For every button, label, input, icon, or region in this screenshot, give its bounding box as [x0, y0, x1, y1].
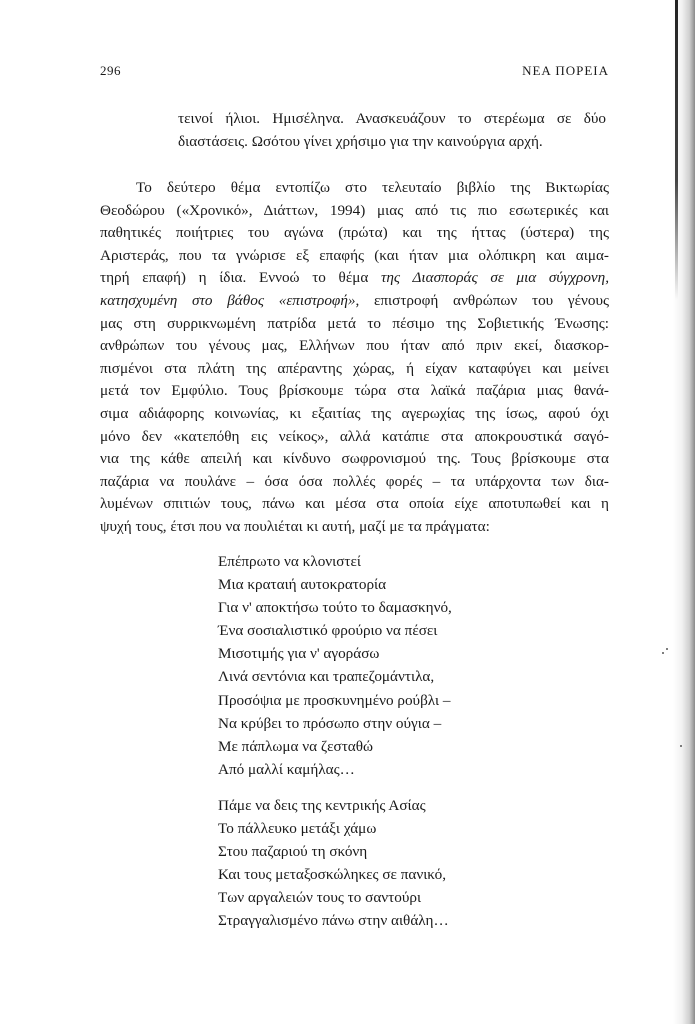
- scan-speck: [680, 745, 682, 747]
- scan-speck: [666, 648, 668, 650]
- poem-verse: Για ν' αποκτήσω τούτο το δαμασκηνό,: [218, 599, 452, 617]
- text-line: μόνο δεν «κατεπόθη εις νείκος», αλλά κατάπιε στα αποκρουστικά σαγό-: [100, 427, 609, 445]
- continuation-text: [178, 108, 606, 153]
- poem-verse: Των αργαλειών τους το σαντούρι: [218, 889, 422, 907]
- text-line: τεινοί ήλιοι. Ημισέληνα. Ανασκευάζουν το στερέωμα σε δύο: [178, 110, 606, 127]
- poem-verse: Από μαλλί καμήλας…: [218, 760, 355, 778]
- poem-verse: Ένα σοσιαλιστικό φρούριο να πέσει: [218, 622, 438, 640]
- poem-verse: Επέπρωτο να κλονιστεί: [218, 553, 361, 570]
- text-line: νια της κάθε απειλή και κίνδυνο σωφρονισμού της. Τους βρίσκουμε στα: [100, 450, 609, 468]
- text-line: Το δεύτερο θέμα εντοπίζω στο τελευταίο βιβλίο της Βικτωρίας: [136, 179, 609, 196]
- text-line: πισμένοι στα πλάτη της απέραντης χώρας, ή είχαν καταφύγει και μείνει: [100, 359, 609, 377]
- poem-verse: Μια κραταιή αυτοκρατορία: [218, 576, 387, 594]
- poem-stanza-1: [218, 550, 452, 781]
- italic-phrase: κατησχυμένη στο βάθος «επιστροφή»: [100, 291, 356, 309]
- text-line: λυμένων σπιτιών τους, πάνω και μέσα στα οποία είχε αποτυπωθεί και η: [100, 495, 609, 513]
- text-line: [100, 267, 609, 290]
- poem-verse: Λινά σεντόνια και τραπεζομάντιλα,: [218, 668, 435, 686]
- poem-verse: Μισοτιμής για ν' αγοράσω: [218, 645, 380, 663]
- poem-stanza-2: [218, 794, 449, 933]
- poem-verse: Το πάλλευκο μετάξι χάμω: [218, 820, 377, 838]
- poem-verse: Στου παζαριού τη σκόνη: [218, 843, 368, 861]
- italic-phrase: της Διασποράς σε μια σύγχρονη,: [380, 269, 609, 287]
- scan-speck: [662, 652, 664, 654]
- poem-verse: Προσόψια με προσκυνημένο ρούβλι –: [218, 691, 451, 709]
- text-line: [100, 290, 609, 313]
- text-line: Αριστεράς, που τα γνώρισε εξ επαφής (και ήταν μια ολόπικρη και αιμα-: [100, 246, 609, 264]
- poem-verse: Στραγγαλισμένο πάνω στην αιθάλη…: [218, 912, 449, 930]
- text-line: ανθρώπων του γένους μας, Ελλήνων που ήταν από πριν εκεί, διασκορ-: [100, 337, 609, 355]
- poem-verse: Πάμε να δεις της κεντρικής Ασίας: [218, 797, 426, 814]
- body-paragraph: [100, 177, 609, 539]
- text-line: ψυχή τους, έτσι που να πουλιέται κι αυτή, μαζί με τα πράγματα:: [100, 517, 490, 535]
- page-number: 296: [100, 63, 121, 78]
- text-line: Θεοδώρου («Χρονικό», Διάττων, 1994) μιας από τις πιο εσωτερικές και: [100, 201, 609, 219]
- text-run: τηρή επαφή) η ίδια. Εννοώ το θέμα: [100, 269, 381, 287]
- text-line: σιμα αδιάφορης κοινωνίας, κι εξαιτίας της αγερωχίας της ίσως, αφού όχι: [100, 404, 609, 422]
- text-run: , επιστροφή ανθρώπων του γένους: [355, 291, 609, 309]
- poem-verse: Με πάπλωμα να ζεσταθώ: [218, 737, 374, 755]
- page-header: [100, 63, 609, 81]
- text-line: παθητικές ποιήτριες του αγώνα (πρώτα) και της ήττας (ύστερα) της: [100, 224, 609, 242]
- binding-edge-line: [675, 0, 678, 300]
- running-title: ΝΕΑ ΠΟΡΕΙΑ: [522, 63, 609, 78]
- text-line: διαστάσεις. Ωσότου γίνει χρήσιμο για την καινούργια αρχή.: [178, 132, 543, 150]
- poem-verse: Και τους μεταξοσκώληκες σε πανικό,: [218, 866, 447, 884]
- text-line: μετά τον Εμφύλιο. Τους βρίσκουμε τώρα στα λαϊκά παζάρια μιας θανά-: [100, 382, 609, 400]
- poem-verse: Να κρύβει το πρόσωπο στην ούγια –: [218, 714, 442, 732]
- text-line: παζάρια να πουλάνε – όσα όσα πολλές φορές – τα υπάρχοντα των δια-: [100, 472, 609, 490]
- text-line: μας στη συρρικνωμένη πατρίδα μετά το πέσιμο της Σοβιετικής Ένωσης:: [100, 314, 609, 332]
